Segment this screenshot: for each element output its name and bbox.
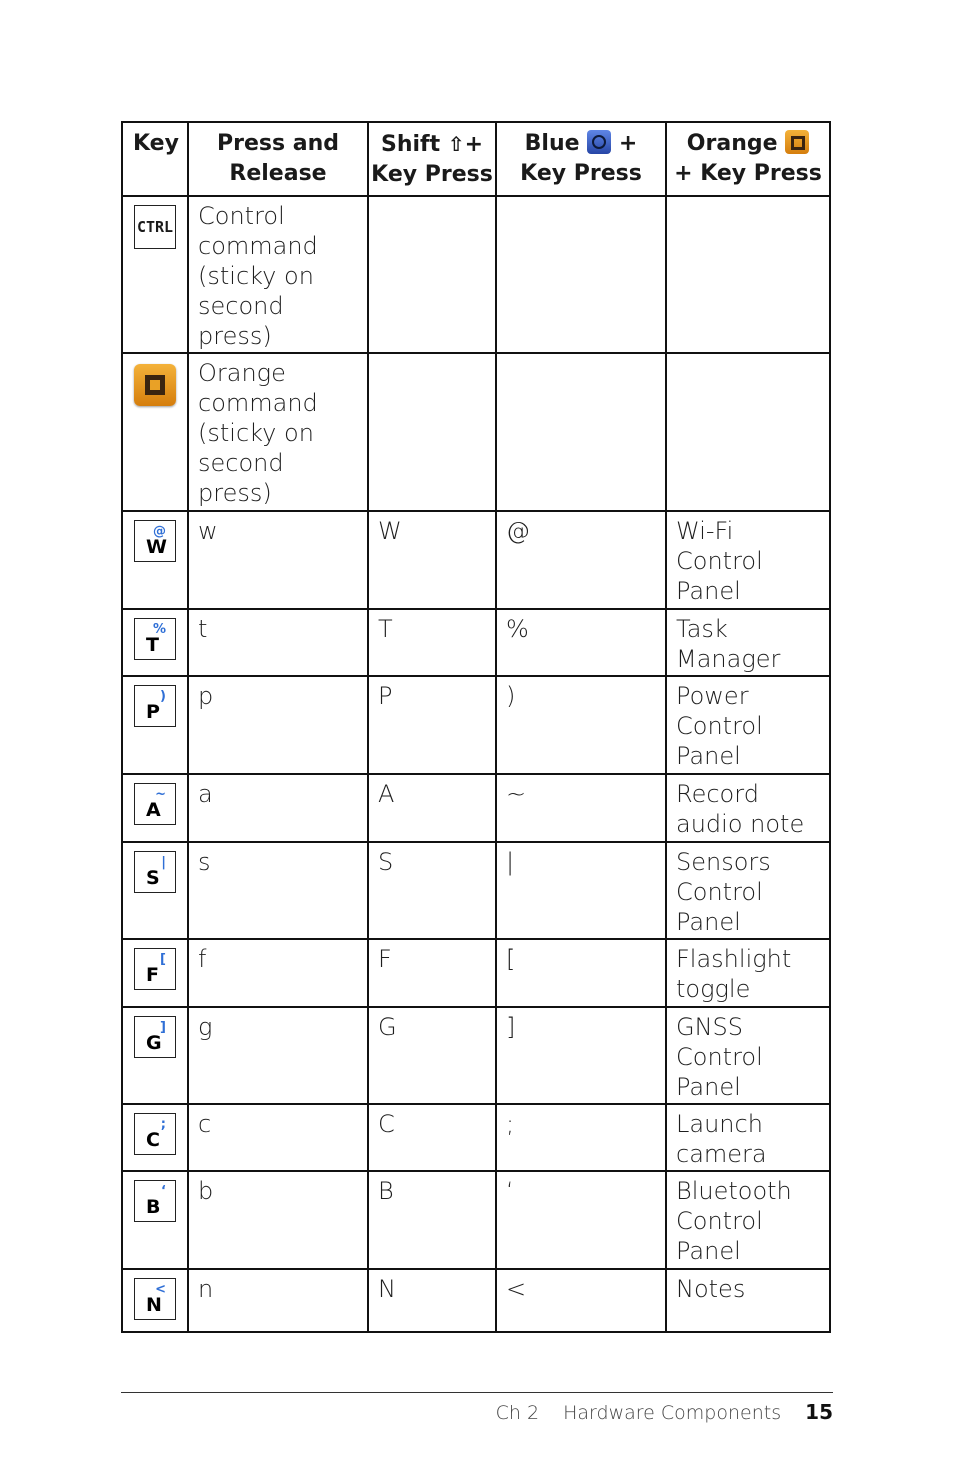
orange-cell: Task Manager xyxy=(666,609,830,676)
keycap-secondary: ‘ xyxy=(161,1184,166,1199)
keycap-secondary: [ xyxy=(160,952,166,967)
press-release-cell: p xyxy=(188,676,368,774)
keycap-icon xyxy=(134,618,176,660)
press-release-cell: f xyxy=(188,939,368,1007)
table-row xyxy=(122,842,830,939)
header-row xyxy=(122,122,830,196)
orange-cell: Power Control Panel xyxy=(666,676,830,774)
ctrl-key-icon xyxy=(134,205,176,249)
keycap-icon xyxy=(134,948,176,990)
blue-cell xyxy=(496,353,666,511)
key-cell xyxy=(122,1171,188,1269)
key-mapping-table xyxy=(121,121,831,1333)
press-release-cell: Control command (sticky on second press) xyxy=(188,196,368,353)
footer-divider xyxy=(121,1392,833,1393)
header-blue-label: Blue xyxy=(524,131,580,156)
blue-cell: < xyxy=(496,1269,666,1332)
key-cell xyxy=(122,939,188,1007)
press-release-cell: n xyxy=(188,1269,368,1332)
press-release-cell: Orange command (sticky on second press) xyxy=(188,353,368,511)
blue-cell: ~ xyxy=(496,774,666,842)
header-orange xyxy=(666,122,830,196)
shift-arrow-icon: ⇧ xyxy=(447,132,465,156)
table-row xyxy=(122,1104,830,1171)
keycap-secondary: ; xyxy=(160,1117,166,1132)
shift-cell: C xyxy=(368,1104,496,1171)
header-shift-line2: Key Press xyxy=(371,162,493,187)
press-release-cell: a xyxy=(188,774,368,842)
table-row xyxy=(122,774,830,842)
press-release-cell: t xyxy=(188,609,368,676)
header-press-release xyxy=(188,122,368,196)
key-cell xyxy=(122,511,188,609)
page-footer xyxy=(496,1400,833,1424)
press-release-cell: s xyxy=(188,842,368,939)
keycap-icon xyxy=(134,1278,176,1320)
header-orange-label: Orange xyxy=(686,131,778,156)
keycap-secondary: @ xyxy=(153,524,166,539)
shift-cell: G xyxy=(368,1007,496,1104)
key-cell xyxy=(122,774,188,842)
header-key xyxy=(122,122,188,196)
keycap-secondary: ) xyxy=(160,689,166,704)
table-row xyxy=(122,609,830,676)
orange-cell: Wi-Fi Control Panel xyxy=(666,511,830,609)
header-shift-label: Shift xyxy=(380,132,441,157)
keycap-primary: B xyxy=(146,1196,161,1218)
orange-cell: GNSS Control Panel xyxy=(666,1007,830,1104)
shift-cell: F xyxy=(368,939,496,1007)
key-cell xyxy=(122,609,188,676)
keycap-primary: G xyxy=(146,1032,162,1054)
header-shift xyxy=(368,122,496,196)
shift-cell: T xyxy=(368,609,496,676)
header-shift-plus: + xyxy=(464,132,483,157)
blue-cell: ) xyxy=(496,676,666,774)
shift-cell xyxy=(368,196,496,353)
header-blue-line2: Key Press xyxy=(520,161,642,186)
footer-chapter: Ch 2 xyxy=(495,1402,540,1424)
blue-modifier-icon xyxy=(587,130,611,154)
shift-cell: A xyxy=(368,774,496,842)
orange-modifier-icon xyxy=(785,130,809,154)
ctrl-key-label: CTRL xyxy=(136,218,174,236)
header-press-line2: Release xyxy=(229,161,327,186)
header-orange-line2: + Key Press xyxy=(674,161,822,186)
header-blue-plus: + xyxy=(618,131,638,156)
shift-cell: B xyxy=(368,1171,496,1269)
keycap-icon xyxy=(134,520,176,562)
orange-cell: Sensors Control Panel xyxy=(666,842,830,939)
key-cell xyxy=(122,1269,188,1332)
keycap-secondary: ] xyxy=(160,1020,166,1035)
table-row xyxy=(122,1171,830,1269)
blue-cell xyxy=(496,196,666,353)
key-cell xyxy=(122,353,188,511)
shift-cell xyxy=(368,353,496,511)
footer-section: Hardware Components xyxy=(563,1402,782,1424)
blue-cell: ; xyxy=(496,1104,666,1171)
table-row xyxy=(122,1007,830,1104)
keycap-icon xyxy=(134,1113,176,1155)
keycap-secondary: % xyxy=(152,622,166,637)
page-number: 15 xyxy=(805,1400,833,1424)
keycap-primary: W xyxy=(146,536,167,558)
blue-cell: @ xyxy=(496,511,666,609)
blue-cell: | xyxy=(496,842,666,939)
shift-cell: S xyxy=(368,842,496,939)
table-row xyxy=(122,1269,830,1332)
keycap-icon xyxy=(134,685,176,727)
shift-cell: W xyxy=(368,511,496,609)
table-row xyxy=(122,511,830,609)
press-release-cell: c xyxy=(188,1104,368,1171)
shift-cell: N xyxy=(368,1269,496,1332)
table-row xyxy=(122,196,830,353)
key-cell xyxy=(122,1104,188,1171)
shift-cell: P xyxy=(368,676,496,774)
blue-cell: [ xyxy=(496,939,666,1007)
keycap-primary: C xyxy=(146,1129,160,1151)
key-cell xyxy=(122,842,188,939)
press-release-cell: g xyxy=(188,1007,368,1104)
orange-cell xyxy=(666,196,830,353)
header-blue xyxy=(496,122,666,196)
keycap-secondary: ~ xyxy=(155,787,166,802)
key-cell xyxy=(122,1007,188,1104)
keycap-primary: N xyxy=(146,1294,162,1316)
keycap-primary: S xyxy=(146,867,160,889)
keycap-secondary: | xyxy=(161,855,166,870)
keycap-icon xyxy=(134,783,176,825)
orange-cell: Notes xyxy=(666,1269,830,1332)
orange-cell: Bluetooth Control Panel xyxy=(666,1171,830,1269)
orange-key-icon xyxy=(134,364,176,406)
table-row xyxy=(122,353,830,511)
blue-cell: ‘ xyxy=(496,1171,666,1269)
press-release-cell: b xyxy=(188,1171,368,1269)
orange-cell: Record audio note xyxy=(666,774,830,842)
key-cell xyxy=(122,196,188,353)
keycap-icon xyxy=(134,1016,176,1058)
blue-cell: % xyxy=(496,609,666,676)
orange-cell: Launch camera xyxy=(666,1104,830,1171)
blue-cell: ] xyxy=(496,1007,666,1104)
keycap-secondary: < xyxy=(155,1282,166,1297)
keycap-primary: T xyxy=(146,634,159,656)
keycap-primary: P xyxy=(146,701,160,723)
keycap-icon xyxy=(134,851,176,893)
table-row xyxy=(122,939,830,1007)
keycap-primary: A xyxy=(146,799,161,821)
press-release-cell: w xyxy=(188,511,368,609)
header-key-label: Key xyxy=(133,131,179,156)
keycap-primary: F xyxy=(146,964,159,986)
key-cell xyxy=(122,676,188,774)
header-press-line1: Press and xyxy=(217,131,339,156)
keycap-icon xyxy=(134,1180,176,1222)
table-row xyxy=(122,676,830,774)
orange-cell: Flashlight toggle xyxy=(666,939,830,1007)
orange-cell xyxy=(666,353,830,511)
